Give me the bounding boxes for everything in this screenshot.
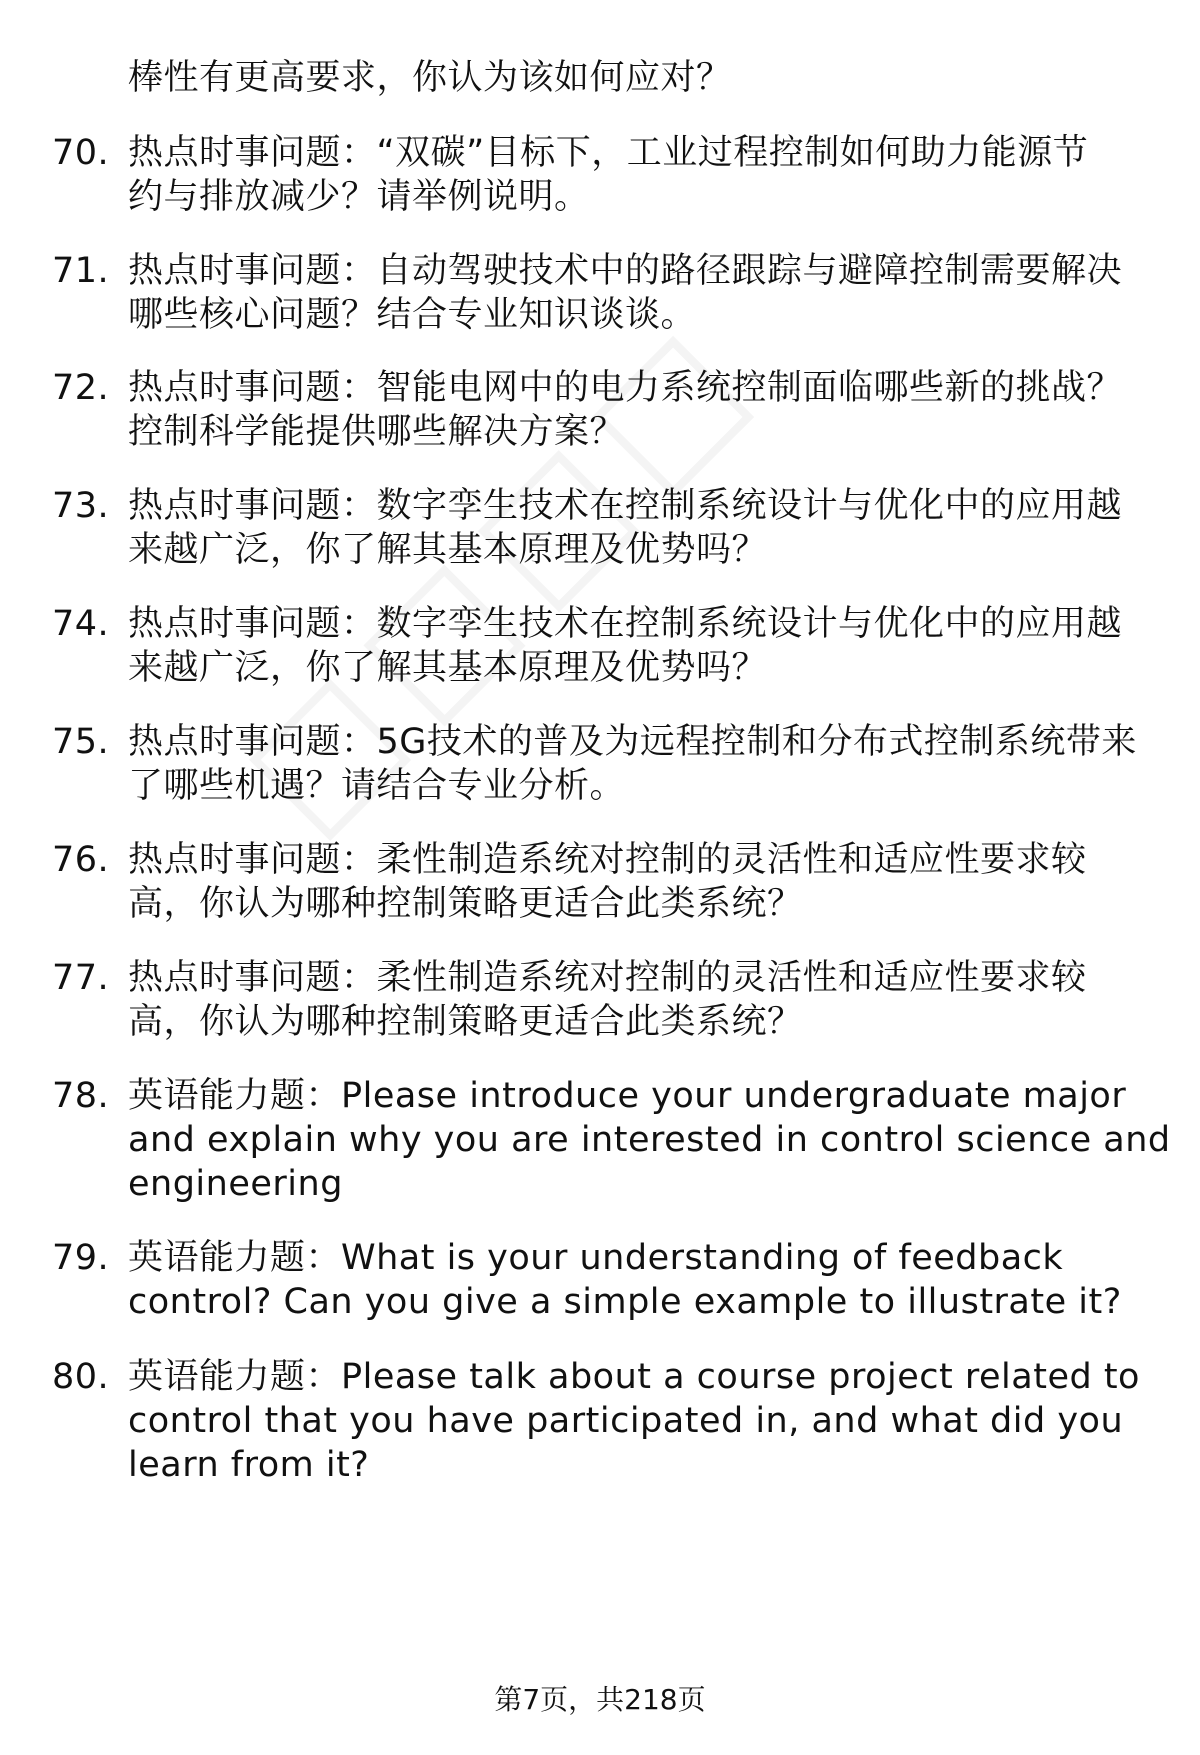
question-number: 72. <box>52 368 110 408</box>
question-line: 高，你认为哪种控制策略更适合此类系统？ <box>128 884 803 924</box>
question-line: 热点时事问题：5G技术的普及为远程控制和分布式控制系统带来 <box>128 722 1137 762</box>
question-line: 约与排放减少？请举例说明。 <box>128 177 590 217</box>
question-line: 热点时事问题：“双碳”目标下，工业过程控制如何助力能源节 <box>128 133 1089 173</box>
question-line: and explain why you are interested in control science and <box>128 1120 1171 1160</box>
page-footer: 第7页，共218页 <box>494 1683 706 1716</box>
question-line: 了哪些机遇？请结合专业分析。 <box>128 766 626 806</box>
question-line: 热点时事问题：自动驾驶技术中的路径跟踪与避障控制需要解决 <box>128 251 1123 291</box>
question-number: 76. <box>52 840 110 880</box>
question-line: learn from it? <box>128 1445 370 1485</box>
continuation-line: 棒性有更高要求，你认为该如何应对？ <box>128 58 732 98</box>
question-line: 英语能力题：What is your understanding of feedback <box>128 1238 1064 1278</box>
question-number: 77. <box>52 958 110 998</box>
question-line: 英语能力题：Please introduce your undergraduate major <box>128 1076 1127 1116</box>
question-line: 来越广泛，你了解其基本原理及优势吗？ <box>128 648 768 688</box>
question-line: 热点时事问题：数字孪生技术在控制系统设计与优化中的应用越 <box>128 486 1123 526</box>
question-line: 高，你认为哪种控制策略更适合此类系统？ <box>128 1002 803 1042</box>
question-line: 英语能力题：Please talk about a course project related to <box>128 1357 1140 1397</box>
question-line: 哪些核心问题？结合专业知识谈谈。 <box>128 295 697 335</box>
question-line: 控制科学能提供哪些解决方案？ <box>128 412 626 452</box>
question-number: 74. <box>52 604 110 644</box>
question-number: 73. <box>52 486 110 526</box>
question-line: 热点时事问题：智能电网中的电力系统控制面临哪些新的挑战？ <box>128 368 1123 408</box>
question-line: 来越广泛，你了解其基本原理及优势吗？ <box>128 530 768 570</box>
question-line: 热点时事问题：柔性制造系统对控制的灵活性和适应性要求较 <box>128 840 1087 880</box>
question-number: 79. <box>52 1238 110 1278</box>
question-line: control that you have participated in, and what did you <box>128 1401 1124 1441</box>
question-number: 71. <box>52 251 110 291</box>
question-number: 80. <box>52 1357 110 1397</box>
question-number: 78. <box>52 1076 110 1116</box>
question-number: 75. <box>52 722 110 762</box>
question-line: 热点时事问题：柔性制造系统对控制的灵活性和适应性要求较 <box>128 958 1087 998</box>
question-line: engineering <box>128 1164 343 1204</box>
question-line: 热点时事问题：数字孪生技术在控制系统设计与优化中的应用越 <box>128 604 1123 644</box>
question-line: control? Can you give a simple example to illustrate it? <box>128 1282 1122 1322</box>
question-number: 70. <box>52 133 110 173</box>
